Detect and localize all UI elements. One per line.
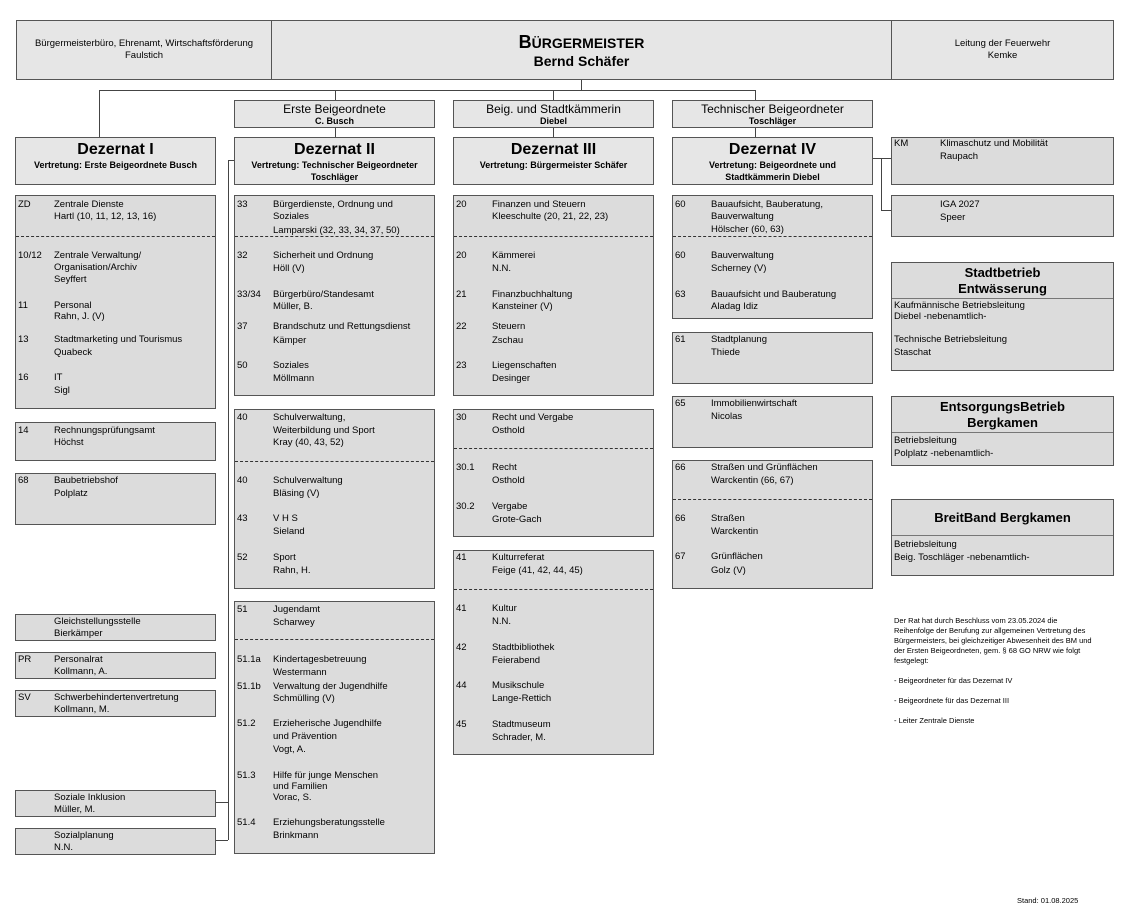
- unit-head: Feierabend: [492, 655, 541, 666]
- unit-head: Müller, B.: [273, 301, 313, 312]
- note-line: Der Rat hat durch Beschluss vom 23.05.2024 die: [894, 616, 1058, 625]
- connector-line: [553, 90, 554, 100]
- buergermeisterbuero-box: [16, 20, 272, 80]
- unit-head: Kollmann, A.: [54, 666, 108, 677]
- sozialplanung-box: [15, 828, 216, 855]
- unit-code: 33: [237, 199, 248, 210]
- unit-code: 51.4: [237, 817, 256, 828]
- dezernat-title: Dezernat III: [510, 141, 597, 158]
- breitband-box: [891, 499, 1114, 576]
- unit-head: Möllmann: [273, 373, 315, 384]
- unit-title: Steuern: [492, 321, 526, 332]
- unit-code: 41: [456, 603, 467, 614]
- unit-head: Seyffert: [54, 274, 87, 285]
- unit-code: 66: [675, 462, 686, 473]
- unit-title: Finanzbuchhaltung: [492, 289, 573, 300]
- unit-code: 20: [456, 199, 467, 210]
- unit-code: 50: [237, 360, 248, 371]
- dezernat-title: Dezernat I: [77, 141, 154, 158]
- unit-head: Höchst: [54, 437, 84, 448]
- unit-head: Nicolas: [711, 411, 743, 422]
- unit-code: 40: [237, 412, 248, 423]
- unit-title: Personalrat: [54, 654, 103, 665]
- unit-code: 42: [456, 642, 467, 653]
- unit-title: Schwerbehindertenvertretung: [54, 692, 179, 703]
- personalrat-box: [15, 652, 216, 679]
- unit-head: Höll (V): [273, 263, 305, 274]
- connector-line: [335, 90, 336, 100]
- unit-title: Kaufmännische Betriebsleitung: [894, 300, 1025, 311]
- deputy-name: Diebel: [539, 116, 567, 126]
- unit-title: Schulverwaltung: [273, 475, 343, 486]
- connector-line: [581, 80, 582, 90]
- buergerdienste-group: [234, 195, 435, 396]
- unit-code: 61: [675, 334, 686, 345]
- unit-head: Vogt, A.: [273, 744, 306, 755]
- unit-title: Hilfe für junge Menschen: [273, 770, 379, 781]
- recht-vergabe-group: [453, 409, 654, 537]
- entsorgungsbetrieb-box: [891, 396, 1114, 466]
- unit-head: Raupach: [940, 151, 979, 162]
- unit-code: SV: [18, 692, 31, 703]
- soziale-inklusion-box: [15, 790, 216, 817]
- unit-code: 14: [18, 425, 29, 436]
- stadtbetrieb-title-2: Entwässerung: [958, 281, 1047, 296]
- unit-title: Baubetriebshof: [54, 475, 118, 486]
- unit-title-2: Weiterbildung und Sport: [273, 425, 375, 436]
- baubetriebshof-box: [15, 473, 216, 525]
- unit-head: Kämper: [273, 335, 307, 346]
- schulverwaltung-group: [234, 409, 435, 589]
- unit-title-2: und Familien: [273, 781, 328, 792]
- stadtplanung-box: [672, 332, 873, 384]
- unit-code: 37: [237, 321, 248, 332]
- unit-code: 21: [456, 289, 467, 300]
- connector-line: [99, 90, 100, 138]
- dashed-divider: [454, 589, 653, 590]
- unit-title: Stadtbibliothek: [492, 642, 555, 653]
- unit-head: Kleeschulte (20, 21, 22, 23): [492, 211, 609, 222]
- unit-title: Rechnungsprüfungsamt: [54, 425, 155, 436]
- unit-code: 63: [675, 289, 686, 300]
- unit-head: Beig. Toschläger -nebenamtlich-: [894, 552, 1030, 563]
- dezernat-1-header: [15, 137, 216, 185]
- bauaufsicht-group: [672, 195, 873, 319]
- deputy-title: Technischer Beigeordneter: [701, 102, 844, 116]
- dashed-divider: [454, 448, 653, 449]
- unit-code: 52: [237, 552, 248, 563]
- unit-title: Bauverwaltung: [711, 250, 774, 261]
- connector-line: [215, 840, 228, 841]
- stand-date: Stand: 01.08.2025: [1017, 896, 1079, 905]
- unit-title: Sozialplanung: [54, 830, 114, 841]
- unit-title: Sport: [273, 552, 296, 563]
- unit-head: Rahn, H.: [273, 565, 311, 576]
- dashed-divider: [16, 236, 215, 237]
- unit-code: ZD: [18, 199, 31, 210]
- note-bullet: - Beigeordnete für das Dezernat III: [894, 696, 1010, 705]
- buergermeister-box: [271, 20, 892, 80]
- note-bullet: - Beigeordneter für das Dezernat IV: [894, 676, 1013, 685]
- klimaschutz-box: [891, 137, 1114, 185]
- unit-code: 68: [18, 475, 29, 486]
- unit-code: 10/12: [18, 250, 42, 261]
- buergermeisterbuero-title: Bürgermeisterbüro, Ehrenamt, Wirtschaftsförderung: [34, 38, 254, 49]
- dezernat-2-header: [234, 137, 435, 185]
- unit-title: Liegenschaften: [492, 360, 557, 371]
- dezernat-title: Dezernat II: [294, 141, 375, 158]
- unit-code: 51.2: [237, 718, 256, 729]
- unit-code: 13: [18, 334, 29, 345]
- unit-code: 51.1b: [237, 681, 261, 692]
- unit-code: 65: [675, 398, 686, 409]
- unit-head: Grote-Gach: [492, 514, 542, 525]
- dezernat-4-header: [672, 137, 873, 185]
- unit-title: V H S: [273, 513, 298, 524]
- unit-code: 11: [18, 300, 28, 311]
- unit-code: 40: [237, 475, 248, 486]
- entsorgung-title: EntsorgungsBetrieb: [940, 399, 1065, 414]
- unit-head: Scharwey: [273, 617, 315, 628]
- unit-head: N.N.: [54, 842, 73, 853]
- buergermeister-title: BÜRGERMEISTER: [518, 32, 645, 52]
- unit-head: Warckentin (66, 67): [711, 475, 794, 486]
- unit-title: IGA 2027: [940, 199, 980, 210]
- deputy-busch-box: [234, 100, 435, 128]
- unit-code: 60: [675, 250, 686, 261]
- unit-head: Kansteiner (V): [492, 301, 553, 312]
- unit-head: Hartl (10, 11, 12, 13, 16): [54, 211, 157, 222]
- dashed-divider: [454, 236, 653, 237]
- unit-head: Thiede: [711, 347, 741, 358]
- unit-title: Zentrale Dienste: [54, 199, 124, 210]
- unit-head: Schmülling (V): [273, 693, 335, 704]
- unit-head: Quabeck: [54, 347, 93, 358]
- connector-line: [228, 160, 229, 840]
- unit-code: 20: [456, 250, 467, 261]
- deputy-name: C. Busch: [314, 116, 354, 126]
- unit-code: 51: [237, 604, 248, 615]
- unit-title: Vergabe: [492, 501, 528, 512]
- dezernat-vertretung: Vertretung: Erste Beigeordnete Busch: [33, 160, 198, 170]
- dezernat-vertretung-name: Stadtkämmerin Diebel: [725, 172, 820, 182]
- zentrale-dienste-group: [15, 195, 216, 409]
- dashed-divider: [235, 236, 434, 237]
- unit-code: 51.1a: [237, 654, 261, 665]
- finanzen-group: [453, 195, 654, 396]
- unit-title: Brandschutz und Rettungsdienst: [273, 321, 411, 332]
- unit-head: Staschat: [894, 347, 931, 358]
- unit-head: Lamparski (32, 33, 34, 37, 50): [273, 225, 400, 236]
- unit-title: Erzieherische Jugendhilfe: [273, 718, 382, 729]
- unit-title: Straßen und Grünflächen: [711, 462, 818, 473]
- unit-head: Vorac, S.: [273, 792, 312, 803]
- unit-code: 16: [18, 372, 29, 383]
- dezernat-vertretung: Vertretung: Bürgermeister Schäfer: [479, 160, 628, 170]
- unit-title: Musikschule: [492, 680, 545, 691]
- unit-title: Erziehungsberatungsstelle: [273, 817, 385, 828]
- dashed-divider: [235, 639, 434, 640]
- deputy-title: Beig. und Stadtkämmerin: [486, 102, 621, 116]
- unit-code: PR: [18, 654, 32, 665]
- unit-title: Kultur: [492, 603, 517, 614]
- unit-code: 33/34: [237, 289, 261, 300]
- deputy-name: Toschläger: [748, 116, 797, 126]
- unit-title-2: Bauverwaltung: [711, 211, 774, 222]
- unit-head: Kollmann, M.: [54, 704, 110, 715]
- unit-title: Betriebsleitung: [894, 539, 957, 550]
- unit-title-2: und Prävention: [273, 731, 337, 742]
- unit-head: Osthold: [492, 475, 525, 486]
- dezernat-vertretung-name: Toschläger: [310, 172, 359, 182]
- unit-head: Golz (V): [711, 565, 746, 576]
- note-bullet: - Leiter Zentrale Dienste: [894, 716, 975, 725]
- unit-head: Diebel -nebenamtlich-: [894, 311, 987, 322]
- unit-head: Warckentin: [711, 526, 759, 537]
- note-line: festgelegt:: [894, 656, 929, 665]
- unit-code: 30.1: [456, 462, 475, 473]
- unit-title: Bürgerbüro/Standesamt: [273, 289, 374, 300]
- unit-head: N.N.: [492, 263, 511, 274]
- unit-title-2: Soziales: [273, 211, 309, 222]
- unit-title: Stadtplanung: [711, 334, 767, 345]
- unit-title-2: Organisation/Archiv: [54, 262, 137, 273]
- unit-title: Schulverwaltung,: [273, 412, 346, 423]
- dezernat-vertretung: Vertretung: Beigeordnete und: [708, 160, 836, 170]
- deputy-title: Erste Beigeordnete: [283, 102, 386, 116]
- unit-code: 22: [456, 321, 467, 332]
- unit-head: Hölscher (60, 63): [711, 224, 784, 235]
- schwerbehindertenvertretung-box: [15, 690, 216, 717]
- unit-head: Lange-Rettich: [492, 693, 552, 704]
- unit-title: Stadtmarketing und Tourismus: [54, 334, 183, 345]
- unit-head: Polplatz: [54, 488, 88, 499]
- unit-code: 32: [237, 250, 248, 261]
- unit-code: 23: [456, 360, 467, 371]
- dashed-divider: [235, 461, 434, 462]
- unit-head: Rahn, J. (V): [54, 311, 105, 322]
- unit-title: Verwaltung der Jugendhilfe: [273, 681, 388, 692]
- strassen-gruenflaechen-group: [672, 460, 873, 589]
- unit-head: Aladag Idiz: [711, 301, 759, 312]
- immobilienwirtschaft-box: [672, 396, 873, 448]
- unit-code: 60: [675, 199, 686, 210]
- unit-title: Straßen: [711, 513, 745, 524]
- unit-title: Soziale Inklusion: [54, 792, 126, 803]
- unit-title: Sicherheit und Ordnung: [273, 250, 374, 261]
- unit-head: Desinger: [492, 373, 531, 384]
- gleichstellungsstelle-box: [15, 614, 216, 641]
- unit-title: Kulturreferat: [492, 552, 545, 563]
- unit-title: Zentrale Verwaltung/: [54, 250, 142, 261]
- iga-box: [891, 195, 1114, 237]
- buergermeister-name: Bernd Schäfer: [533, 53, 630, 69]
- dezernat-vertretung: Vertretung: Technischer Beigeordneter: [251, 160, 418, 170]
- unit-head: Sieland: [273, 526, 305, 537]
- note-line: Reihenfolge der Berufung zur allgemeinen Vertretung des: [894, 626, 1086, 635]
- unit-head: Bläsing (V): [273, 488, 320, 499]
- unit-title: Bürgerdienste, Ordnung und: [273, 199, 393, 210]
- unit-title: Grünflächen: [711, 551, 763, 562]
- unit-title: Soziales: [273, 360, 309, 371]
- unit-head: Brinkmann: [273, 830, 319, 841]
- note-line: Bürgermeisters, bei gleichzeitiger Abwesenheit des BM und: [894, 636, 1092, 645]
- unit-head: Scherney (V): [711, 263, 767, 274]
- feuerwehr-title: Leitung der Feuerwehr: [954, 38, 1051, 49]
- unit-head: Kray (40, 43, 52): [273, 437, 344, 448]
- unit-title: Betriebsleitung: [894, 435, 957, 446]
- deputy-toschlaeger-box: [672, 100, 873, 128]
- buergermeisterbuero-name: Faulstich: [124, 50, 163, 61]
- connector-line: [881, 158, 882, 210]
- unit-code: 30: [456, 412, 467, 423]
- unit-head: Osthold: [492, 425, 525, 436]
- unit-code: 41: [456, 552, 467, 563]
- kulturreferat-group: [453, 550, 654, 755]
- unit-title: Klimaschutz und Mobilität: [940, 138, 1048, 149]
- unit-title: IT: [54, 372, 63, 383]
- unit-head: Speer: [940, 212, 966, 223]
- unit-code: 44: [456, 680, 467, 691]
- unit-head: Sigl: [54, 385, 70, 396]
- unit-head: Schrader, M.: [492, 732, 546, 743]
- unit-head: N.N.: [492, 616, 511, 627]
- dezernat-3-header: [453, 137, 654, 185]
- unit-title: Finanzen und Steuern: [492, 199, 586, 210]
- unit-head: Polplatz -nebenamtlich-: [894, 448, 994, 459]
- unit-title: Recht und Vergabe: [492, 412, 574, 423]
- unit-head: Zschau: [492, 335, 524, 346]
- unit-title: Bauaufsicht und Bauberatung: [711, 289, 837, 300]
- connector-line: [215, 802, 228, 803]
- feuerwehr-name: Kemke: [987, 50, 1018, 61]
- stadtbetrieb-box: [891, 262, 1114, 371]
- connector-line: [99, 90, 755, 91]
- unit-title: Stadtmuseum: [492, 719, 551, 730]
- unit-head: Westermann: [273, 667, 327, 678]
- note-line: der Ersten Beigeordneten, gem. § 68 GO NRW wie folgt: [894, 646, 1081, 655]
- unit-title: Gleichstellungsstelle: [54, 616, 141, 627]
- unit-head: Müller, M.: [54, 804, 96, 815]
- unit-code: 67: [675, 551, 686, 562]
- unit-title: Recht: [492, 462, 517, 473]
- dashed-divider: [673, 499, 872, 500]
- unit-code: 30.2: [456, 501, 475, 512]
- entsorgung-title-2: Bergkamen: [967, 415, 1038, 430]
- dezernat-title: Dezernat IV: [728, 141, 817, 158]
- unit-code: 66: [675, 513, 686, 524]
- feuerwehr-box: [891, 20, 1114, 80]
- unit-title: Immobilienwirtschaft: [711, 398, 798, 409]
- unit-title: Technische Betriebsleitung: [894, 334, 1008, 345]
- dashed-divider: [673, 236, 872, 237]
- unit-code: 45: [456, 719, 467, 730]
- unit-head: Bierkämper: [54, 628, 103, 639]
- unit-title: Kindertagesbetreuung: [273, 654, 367, 665]
- deputy-diebel-box: [453, 100, 654, 128]
- rechnungspruefungsamt-box: [15, 422, 216, 461]
- unit-code: 43: [237, 513, 248, 524]
- unit-code: 51.3: [237, 770, 256, 781]
- unit-title: Kämmerei: [492, 250, 536, 261]
- connector-line: [881, 210, 891, 211]
- unit-title: Jugendamt: [273, 604, 321, 615]
- connector-line: [755, 90, 756, 100]
- jugendamt-group: [234, 601, 435, 854]
- breitband-title: BreitBand Bergkamen: [934, 510, 1071, 525]
- stadtbetrieb-title: Stadtbetrieb: [964, 265, 1041, 280]
- unit-title: Bauaufsicht, Bauberatung,: [711, 199, 823, 210]
- unit-code: KM: [894, 138, 909, 149]
- unit-title: Personal: [54, 300, 92, 311]
- unit-head: Feige (41, 42, 44, 45): [492, 565, 583, 576]
